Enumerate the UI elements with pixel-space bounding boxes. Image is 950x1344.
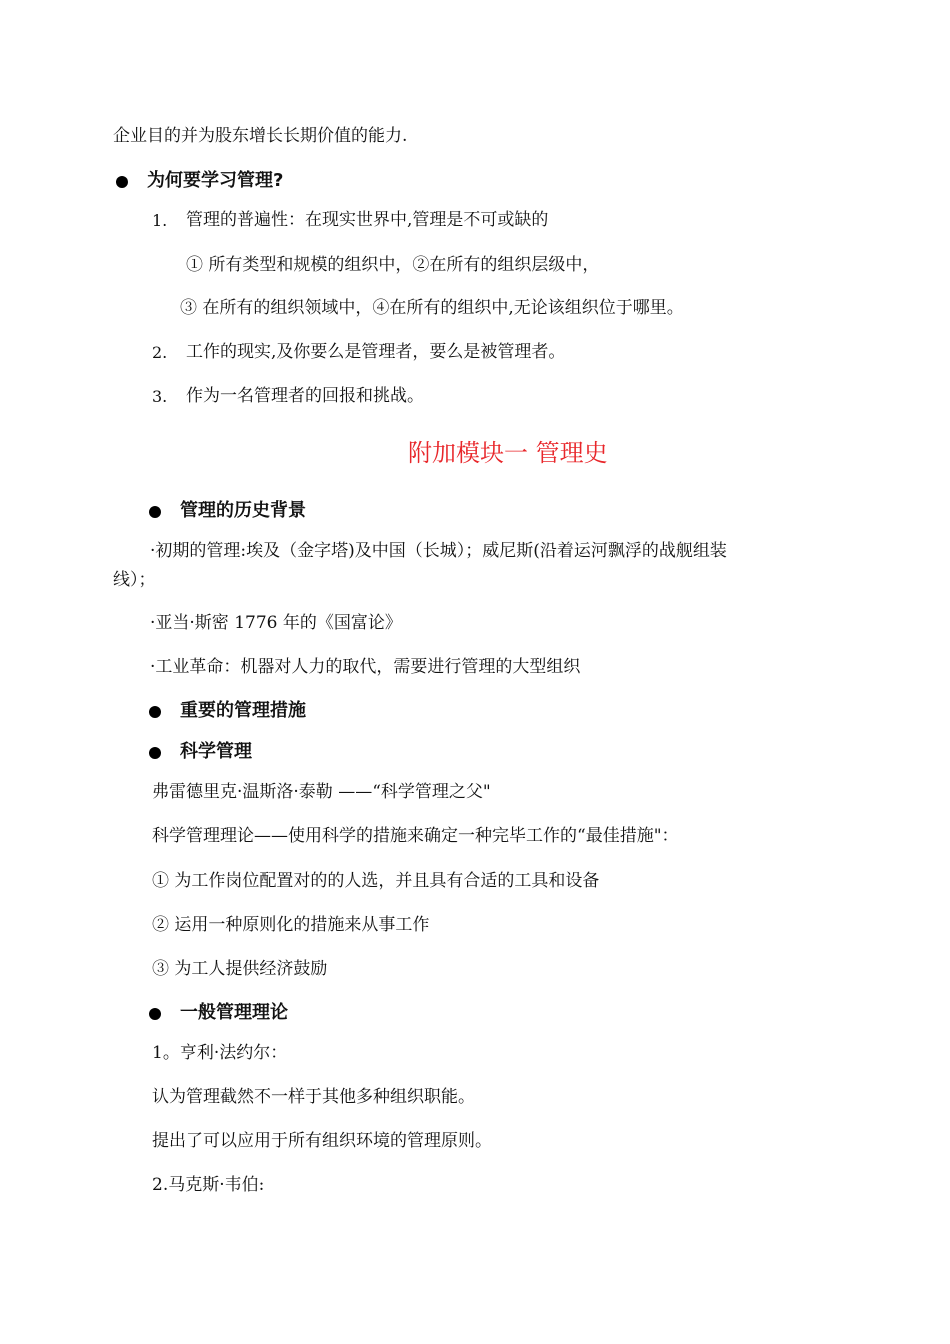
list-item: 作为一名管理者的回报和挑战。 [186,386,424,406]
general-text: 1。亨利·法约尔： [152,1043,288,1063]
scientific-heading: 科学管理 [180,741,252,762]
list-number: 3. [152,387,168,406]
measures-heading: 重要的管理措施 [180,700,306,721]
list-subitem: ① 所有类型和规模的组织中，②在所有的组织层级中， [186,255,600,275]
scientific-text: ① 为工作岗位配置对的的人选，并且具有合适的工具和设备 [152,871,600,891]
history-paragraph: ·初期的管理:埃及（金字塔)及中国（长城）；威尼斯(沿着运河飘浮的战舰组装 [150,541,727,561]
general-text: 2.马克斯·韦伯: [152,1175,265,1195]
history-paragraph: ·亚当·斯密 1776 年的《国富论》 [150,613,402,633]
general-heading: 一般管理理论 [180,1002,288,1023]
why-heading: 为何要学习管理? [147,170,284,191]
bullet-icon [149,747,161,759]
list-number: 1. [152,211,168,230]
history-paragraph: ·工业革命：机器对人力的取代，需要进行管理的大型组织 [150,657,581,677]
general-text: 提出了可以应用于所有组织环境的管理原则。 [152,1131,492,1151]
bullet-icon [149,506,161,518]
bullet-icon [116,176,128,188]
bullet-icon [149,706,161,718]
bullet-icon [149,1008,161,1020]
list-number: 2. [152,343,168,362]
scientific-text: 弗雷德里克·温斯洛·泰勒 ——“科学管理之父" [152,782,491,802]
scientific-text: ③ 为工人提供经济鼓励 [152,959,328,979]
list-item: 工作的现实,及你要么是管理者，要么是被管理者。 [186,342,566,362]
intro-text: 企业目的并为股东增长长期价值的能力. [113,126,408,146]
module-title: 附加模块一 管理史 [408,439,608,467]
scientific-text: ② 运用一种原则化的措施来从事工作 [152,915,430,935]
scientific-text: 科学管理理论——使用科学的措施来确定一种完毕工作的“最佳措施"： [152,826,679,846]
general-text: 认为管理截然不一样于其他多种组织职能。 [152,1087,475,1107]
list-item: 管理的普遍性：在现实世界中,管理是不可或缺的 [186,210,549,230]
list-subitem: ③ 在所有的组织领域中，④在所有的组织中,无论该组织位于哪里。 [180,298,684,318]
history-paragraph-cont: 线）； [113,570,156,590]
history-heading: 管理的历史背景 [180,500,306,521]
